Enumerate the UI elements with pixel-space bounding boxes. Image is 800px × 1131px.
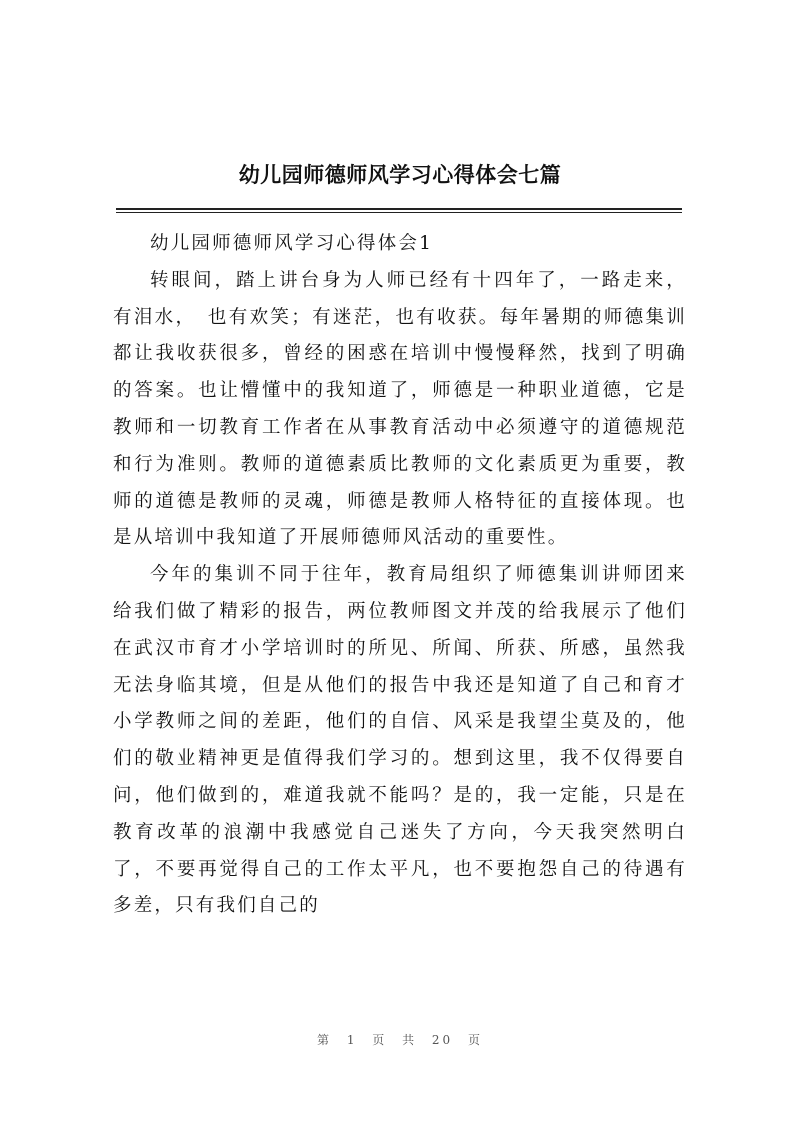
document-body: [113, 226, 687, 925]
title-divider: [116, 208, 682, 213]
section-heading: 幼儿园师德师风学习心得体会1: [150, 233, 434, 254]
body-paragraph-2: 今年的集训不同于往年，教育局组织了师德集训讲师团来给我们做了精彩的报告，两位教师图文并茂的给我展示了他们在武汉市育才小学培训时的所见、所闻、所获、所感，虽然我无法身临其境，但是从他们的报告中我还是知道了自己和育才小学教师之间的差距，他们的自信、风采是我望尘莫及的，他们的敬业精神更是值得我们学习的。想到这里，我不仅得要自问，他们做到的，难道我就不能吗？是的，我一定能，只是在教育改革的浪潮中我感觉自己迷失了方向，今天我突然明白了，不要再觉得自己的工作太平凡，也不要抱怨自己的待遇有多差，只有我们自己的: [113, 564, 687, 917]
document-title: 幼儿园师德师风学习心得体会七篇: [238, 162, 562, 187]
body-paragraph-1: 转眼间，踏上讲台身为人师已经有十四年了，一路走来，有泪水， 也有欢笑；有迷茫，也有收获。每年暑期的师德集训都让我收获很多，曾经的困惑在培训中慢慢释然，找到了明确的答案。也让懵懂中的我知道了，师德是一种职业道德，它是教师和一切教育工作者在从事教育活动中必须遵守的道德规范和行为准则。教师的道德素质比教师的文化素质更为重要，教师的道德是教师的灵魂，师德是教师人格特征的直接体现。也是从培训中我知道了开展师德师风活动的重要性。: [113, 269, 687, 549]
page-number: 第 1 页 共 20 页: [317, 1033, 483, 1047]
